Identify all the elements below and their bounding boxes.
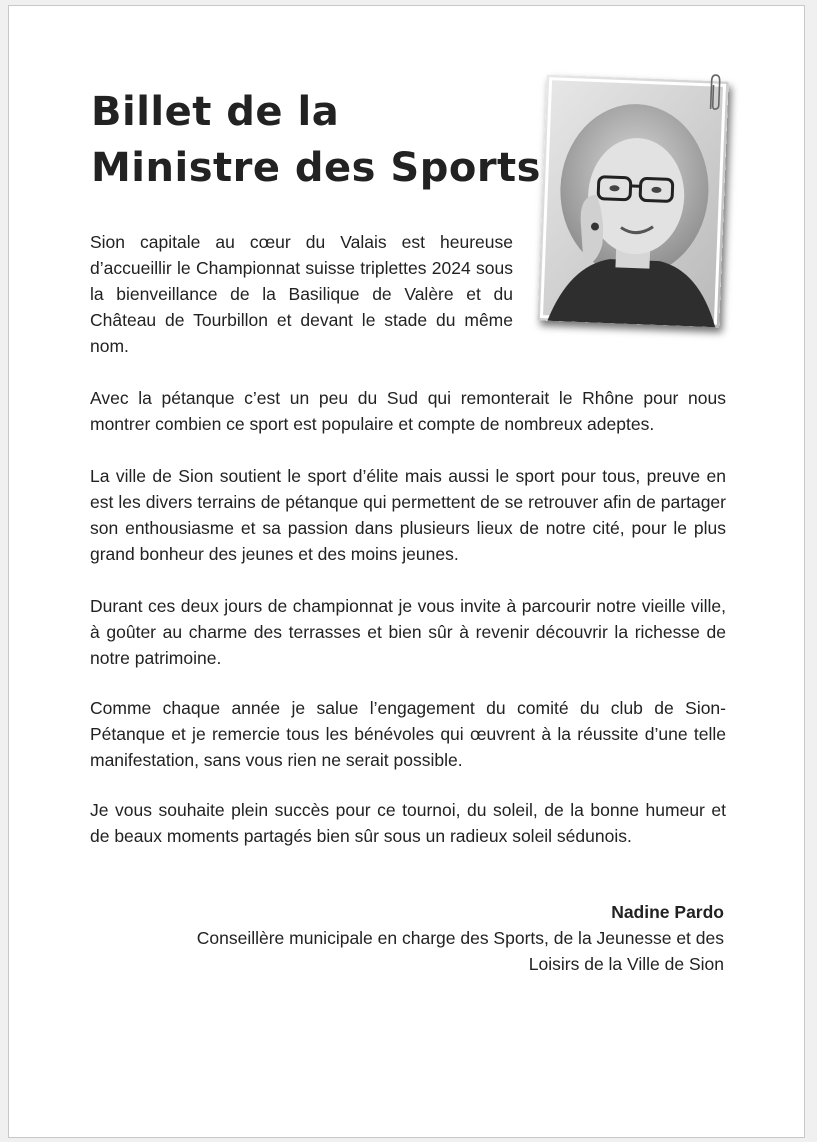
title-line-2: Ministre des Sports — [91, 145, 541, 191]
paragraph-2: Avec la pétanque c’est un peu du Sud qui remonterait le Rhône pour nous montrer combien ce sport est populaire et compte de nombreux adeptes. — [90, 388, 726, 434]
signature-block — [184, 899, 724, 977]
paragraph-4: Durant ces deux jours de championnat je vous invite à parcourir notre vieille ville, à goûter au charme des terrasses et bien sûr à revenir découvrir la richesse de notre patrimoine. — [90, 596, 726, 668]
portrait-photo-icon — [537, 75, 728, 328]
minister-portrait — [537, 75, 728, 328]
paragraph-3: La ville de Sion soutient le sport d’élite mais aussi le sport pour tous, preuve en est les divers terrains de pétanque qui permettent de se retrouver afin de partager son enthousiasme et sa passion dans plusieurs lieux de notre cité, pour le plus grand bonheur des jeunes et des moins jeunes. — [90, 466, 726, 564]
paragraph-5: Comme chaque année je salue l’engagement du comité du club de Sion-Pétanque et je remercie tous les bénévoles qui œuvrent à la réussite d’une telle manifestation, sans vous rien ne serait possible. — [90, 698, 726, 770]
document-page — [8, 5, 805, 1138]
page-title — [91, 84, 541, 196]
paperclip-icon — [707, 73, 723, 114]
title-line-1: Billet de la — [91, 89, 340, 135]
paragraph-6: Je vous souhaite plein succès pour ce tournoi, du soleil, de la bonne humeur et de beaux moments partagés bien sûr sous un radieux soleil sédunois. — [90, 800, 726, 846]
signature-name: Nadine Pardo — [611, 902, 724, 922]
signature-role: Conseillère municipale en charge des Sports, de la Jeunesse et des Loisirs de la Ville de Sion — [196, 928, 724, 974]
paragraph-1: Sion capitale au cœur du Valais est heureuse d’accueillir le Championnat suisse triplettes 2024 sous la bienveillance de la Basilique de Valère et du Château de Tourbillon et devant le stade du même nom. — [90, 232, 513, 356]
